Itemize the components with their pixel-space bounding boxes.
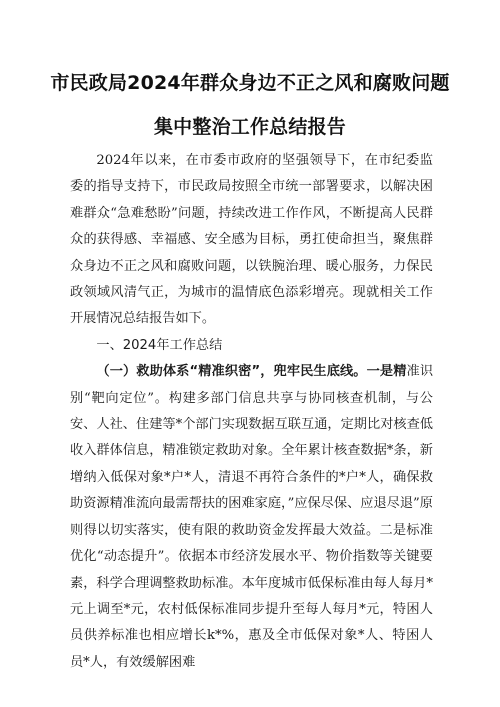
subsection-heading: （一）救助体系“精准织密”，兜牢民生底线。一是精 xyxy=(96,364,407,380)
subsection-paragraph xyxy=(70,359,433,676)
section-heading: 一、2024年工作总结 xyxy=(96,337,223,353)
subsection-body: 准识别“靶向定位”。构建多部门信息共享与协同核查机制，与公安、人社、住建等*个部门实现数据互联互通，定期比对核查低收入群体信息，精准锁定救助对象。全年累计核查数据*条，新增纳入低保对象*户*人，清退不再符合条件的*户*人，确保救助资源精准流向最需帮扶的困难家庭，”应保尽保、应退尽退”原则得以切实落实，使有限的救助资金发挥最大效益。二是标准优化“动态提升”。依据本市经济发展水平、物价指数等关键要素，科学合理调整救助标准。本年度城市低保标准由每人每月*元上调至*元，农村低保标准同步提升至每人每月*元，特困人员供养标准也相应增长k*%，惠及全市低保对象*人、特困人员*人，有效缓解困难 xyxy=(70,364,434,670)
document-title-line-1: 市民政局2024年群众身边不正之风和腐败问题 xyxy=(50,72,450,94)
document-title-line-2: 集中整治工作总结报告 xyxy=(153,116,346,138)
intro-paragraph: 2024年以来，在市委市政府的坚强领导下，在市纪委监委的指导支持下，市民政局按照全市统一部署要求，以解决困难群众“急难愁盼”问题，持续改进工作作风，不断提高人民群众的获得感、幸福感、安全感为目标，勇扛使命担当，聚焦群众身边不正之风和腐败问题，以铁腕治理、暖心服务，力保民政领域风清气正，为城市的温情底色添彩增亮。现就相关工作开展情况总结报告如下。 xyxy=(70,153,433,327)
document-body xyxy=(70,148,433,676)
